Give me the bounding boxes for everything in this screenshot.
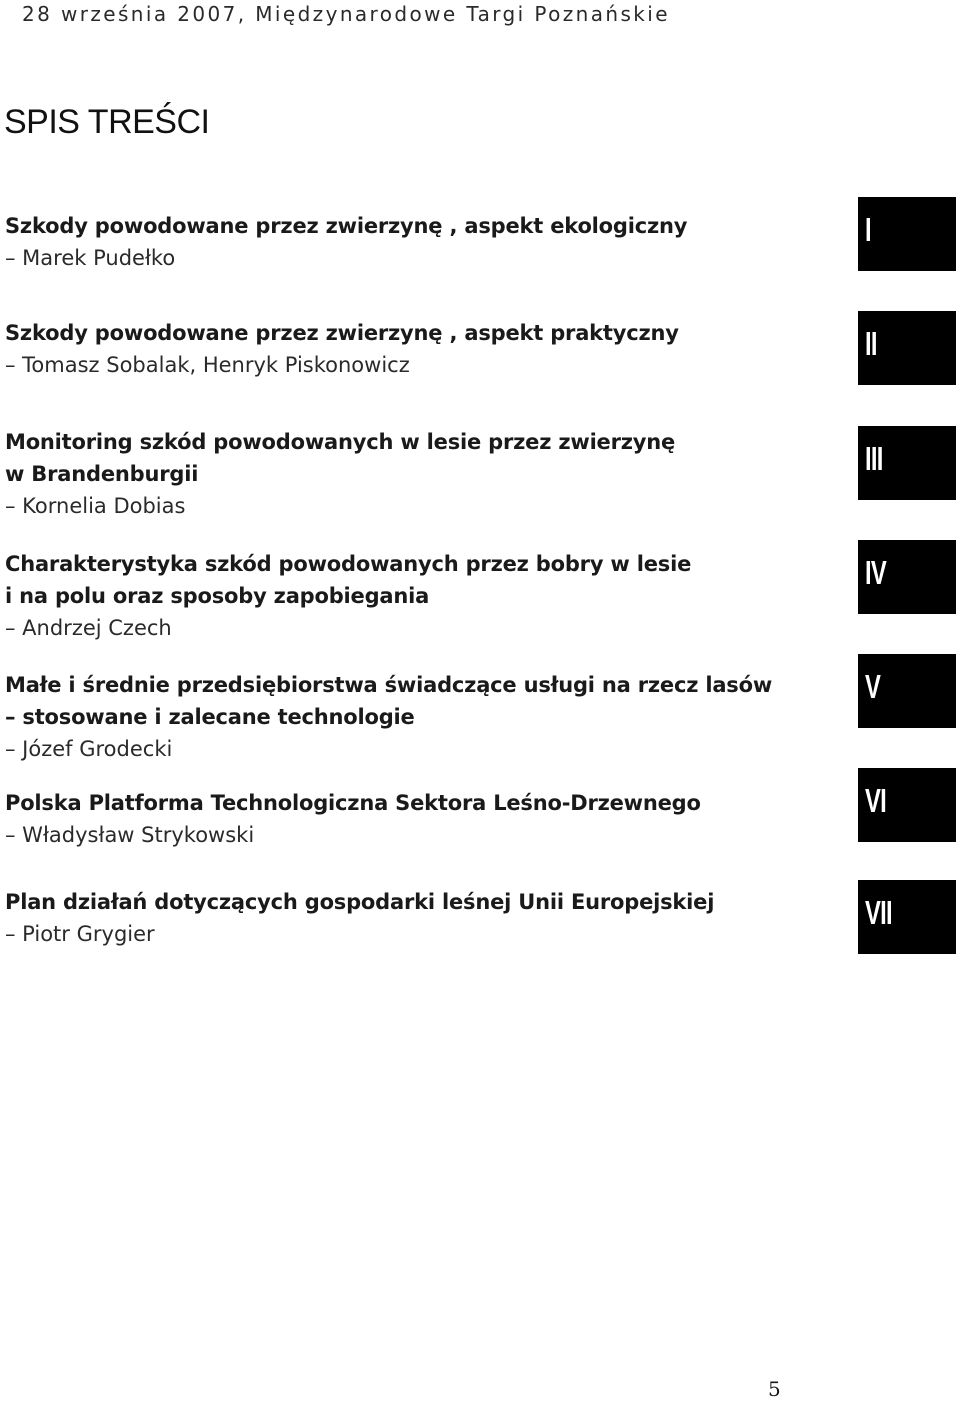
toc-entry-author: – Władysław Strykowski	[5, 823, 255, 847]
section-badge-7	[858, 880, 956, 954]
section-badge-5	[858, 654, 956, 728]
toc-entry-5	[5, 669, 845, 765]
section-badge-6	[858, 768, 956, 842]
toc-entry-title: i na polu oraz sposoby zapobiegania	[5, 584, 430, 608]
toc-entry-title: Szkody powodowane przez zwierzynę , aspekt praktyczny	[5, 321, 679, 345]
toc-entry-4	[5, 548, 845, 644]
toc-entry-3	[5, 426, 845, 522]
toc-entry-title: Polska Platforma Technologiczna Sektora Leśno-Drzewnego	[5, 791, 701, 815]
section-badge-label: VII	[865, 894, 892, 931]
toc-entry-title: Plan działań dotyczących gospodarki leśnej Unii Europejskiej	[5, 890, 715, 914]
toc-entry-6	[5, 787, 845, 851]
toc-entry-title: Szkody powodowane przez zwierzynę , aspekt ekologiczny	[5, 214, 688, 238]
toc-entry-title: Małe i średnie przedsiębiorstwa świadczące usługi na rzecz lasów	[5, 673, 773, 697]
toc-entry-author: – Marek Pudełko	[5, 246, 176, 270]
page-header: 28 września 2007, Międzynarodowe Targi Poznańskie	[22, 2, 670, 26]
toc-entry-author: – Józef Grodecki	[5, 737, 173, 761]
toc-entry-author: – Piotr Grygier	[5, 922, 155, 946]
toc-entry-title: Monitoring szkód powodowanych w lesie przez zwierzynę	[5, 430, 676, 454]
section-badge-label: II	[865, 325, 877, 362]
toc-entry-author: – Andrzej Czech	[5, 616, 172, 640]
section-badge-4	[858, 540, 956, 614]
section-badge-label: V	[865, 668, 881, 705]
section-badge-label: I	[865, 211, 871, 248]
section-badge-label: VI	[865, 782, 887, 819]
page-title: SPIS TREŚCI	[4, 103, 210, 141]
section-badge-2	[858, 311, 956, 385]
toc-entry-title: w Brandenburgii	[5, 462, 199, 486]
toc-entry-title: Charakterystyka szkód powodowanych przez bobry w lesie	[5, 552, 692, 576]
section-badge-1	[858, 197, 956, 271]
toc-entry-2	[5, 317, 845, 381]
toc-entry-author: – Tomasz Sobalak, Henryk Piskonowicz	[5, 353, 410, 377]
section-badge-3	[858, 426, 956, 500]
page-number: 5	[768, 1377, 781, 1401]
toc-entry-author: – Kornelia Dobias	[5, 494, 186, 518]
toc-entry-1	[5, 210, 845, 274]
section-badge-label: III	[865, 440, 883, 477]
toc-entry-7	[5, 886, 845, 950]
section-badge-label: IV	[865, 554, 887, 591]
toc-entry-title: – stosowane i zalecane technologie	[5, 705, 415, 729]
